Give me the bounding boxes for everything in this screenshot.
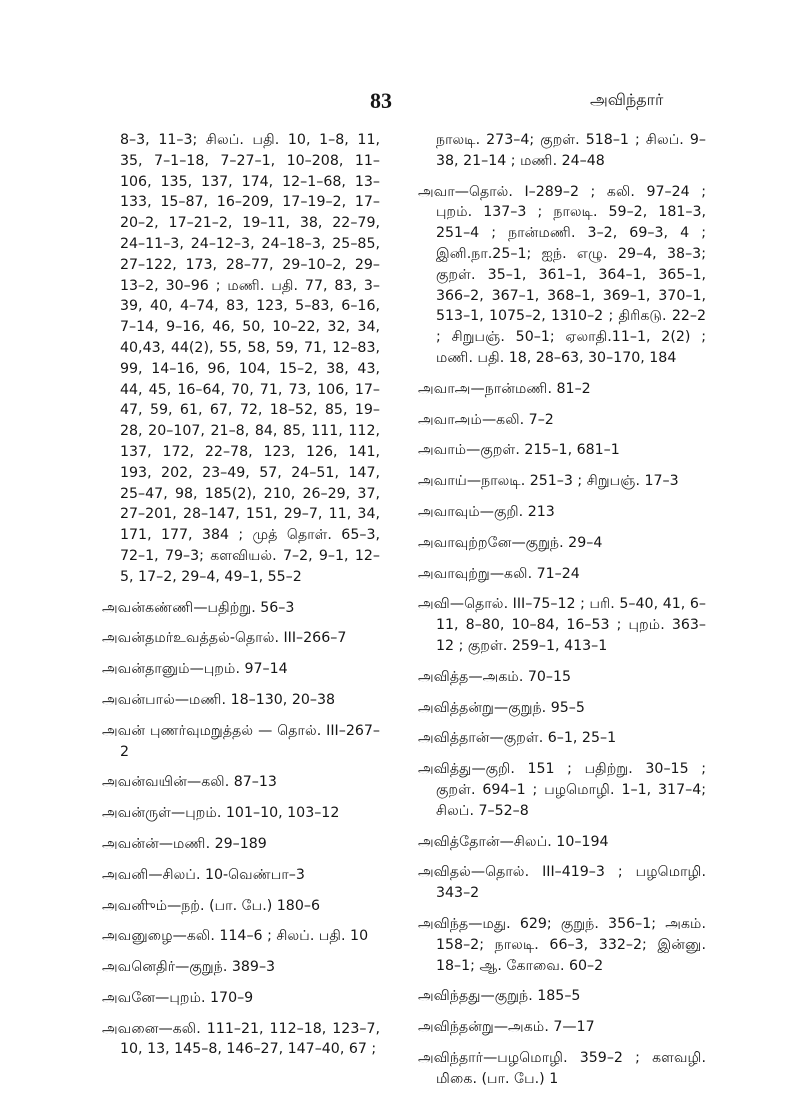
index-entry: அவாவும்—குறி. 213 — [418, 503, 555, 520]
index-entry: நாலடி. 273–4; குறள். 518–1 ; சிலப். 9–38, 21–14 ; மணி. 24–48 — [436, 132, 706, 169]
running-head: அவிந்தார் — [590, 90, 664, 109]
index-entry: அவித்தோன்—சிலப். 10–194 — [418, 833, 609, 850]
index-entry: அவாம்—குறள். 215–1, 681–1 — [418, 442, 620, 459]
index-entry: அவித்தான்—குறள். 6–1, 25–1 — [418, 730, 617, 747]
index-entry: அவனே—புறம். 170–9 — [102, 989, 254, 1006]
index-entry: அவாவுற்றனே—குறுந். 29–4 — [418, 534, 603, 551]
index-entry: அவனுழை—கலி. 114–6 ; சிலப். பதி. 10 — [102, 928, 369, 945]
index-entry: அவித்த—அகம். 70–15 — [418, 668, 572, 685]
index-entry: அவாய்—நாலடி. 251–3 ; சிறுபஞ். 17–3 — [418, 473, 679, 490]
index-entry: அவிந்தன்று—அகம். 7—17 — [418, 1019, 595, 1036]
index-entry: அவிந்தார்—பழமொழி. 359–2 ; களவழி. மிகை. (பா. பே.) 1 — [418, 1049, 706, 1087]
index-entry: அவனிும்—நற். (பா. பே.) 180–6 — [102, 897, 320, 914]
index-entry: அவன் புணர்வுமறுத்தல் — தொல். III–267–2 — [102, 722, 380, 760]
index-entry: அவன்ன்—மணி. 29–189 — [102, 835, 267, 852]
index-entry: அவன்கண்ணி—பதிற்று. 56–3 — [102, 599, 295, 616]
index-entry: 8–3, 11–3; சிலப். பதி. 10, 1–8, 11, 35, 7–1–18, 7–27–1, 10–208, 11–106, 135, 137, 174, 12–1–68, 13–133, 15–87, 16–209, 17–19–2, 17–20–2, 17–21–2, 19–11, 38, 22–79, 24–11–3, 24–12–3, 24–18–3, 25–85, 27–122, 173, 28–77, 29–10–2, 29–13–2, 30–96 ; மணி. பதி. 77, 83, 3–39, 40, 4–74, 83, 123, 5–83, 6–16, 7–14, 9–16, 46, 50, 10–22, 32, 34, 40,43, 44(2), 55, 58, 59, 71, 12–83, 99, 14–16, 96, 104, 15–2, 38, 43, 44, 45, 16–64, 70, 71, 73, 106, 17–47, 59, 61, 67, 72, 18–52, 85, 19–28, 20–107, 21–8, 84, 85, 111, 112, 137, 172, 22–78, 123, 126, 141, 193, 202, 23–49, 57, 24–51, 147, 25–47, 98, 185(2), 210, 26–29, 37, 27–201, 28–147, 151, 29–7, 11, 34, 171, 177, 384 ; முத் தொள். 65–3, 72–1, 79–3; களவியல். 7–2, 9–1, 12–5, 17–2, 29–4, 49–1, 55–2 — [120, 132, 380, 585]
index-entry: அவி—தொல். III–75–12 ; பரி. 5–40, 41, 6–11, 8–80, 10–84, 16–53 ; புறம். 363–12 ; குறள். 259–1, 413–1 — [418, 596, 706, 654]
index-entry: அவாஅ—நான்மணி. 81–2 — [418, 380, 591, 397]
right-column — [418, 130, 706, 1099]
index-entry: அவித்து—குறி. 151 ; பதிற்று. 30–15 ; குறள். 694–1 ; பழமொழி. 1–1, 317–4; சிலப். 7–52–8 — [418, 761, 706, 819]
index-entry: அவனெதிர்—குறுந். 389–3 — [102, 959, 276, 976]
index-entry: அவாவுற்று—கலி. 71–24 — [418, 565, 580, 582]
index-entry: அவிதல்—தொல். III–419–3 ; பழமொழி. 343–2 — [418, 864, 706, 902]
index-entry: அவனி—சிலப். 10-வெண்பா–3 — [102, 866, 305, 883]
index-entry: அவாஅம்—கலி. 7–2 — [418, 411, 554, 428]
index-entry: அவன்தமர்உவத்தல்-தொல். III–266–7 — [102, 630, 347, 647]
index-entry: அவிந்தது—குறுந். 185–5 — [418, 988, 581, 1005]
index-entry: அவனை—கலி. 111–21, 112–18, 123–7, 10, 13, 145–8, 146–27, 147–40, 67 ; — [102, 1020, 380, 1058]
index-entry: அவன்தானும்—புறம். 97–14 — [102, 661, 288, 678]
index-entry: அவா—தொல். I–289–2 ; கலி. 97–24 ; புறம். 137–3 ; நாலடி. 59–2, 181–3, 251–4 ; நான்மணி. 3–2, 69–3, 4 ; இனி.நா.25–1; ஐந். எழு. 29–4, 38–3; குறள். 35–1, 361–1, 364–1, 365–1, 366–2, 367–1, 368–1, 369–1, 370–1, 513–1, 1075–2, 1310–2 ; திரிகடு. 22–2 ; சிறுபஞ். 50–1; ஏலாதி.11–1, 2(2) ; மணி. பதி. 18, 28–63, 30–170, 184 — [418, 183, 706, 366]
index-entry: அவிந்த—மது. 629; குறுந். 356–1; அகம். 158–2; நாலடி. 66–3, 332–2; இன்னு. 18–1; ஆ. கோவை. 60–2 — [418, 915, 706, 974]
index-entry: அவன்பால்—மணி. 18–130, 20–38 — [102, 691, 336, 708]
left-column — [102, 130, 380, 1070]
page-number: 83 — [370, 88, 392, 113]
index-entry: அவித்தன்று—குறுந். 95–5 — [418, 699, 585, 716]
index-entry: அவன்ருள்—புறம். 101–10, 103–12 — [102, 805, 340, 822]
index-entry: அவன்வயின்—கலி. 87–13 — [102, 774, 277, 791]
